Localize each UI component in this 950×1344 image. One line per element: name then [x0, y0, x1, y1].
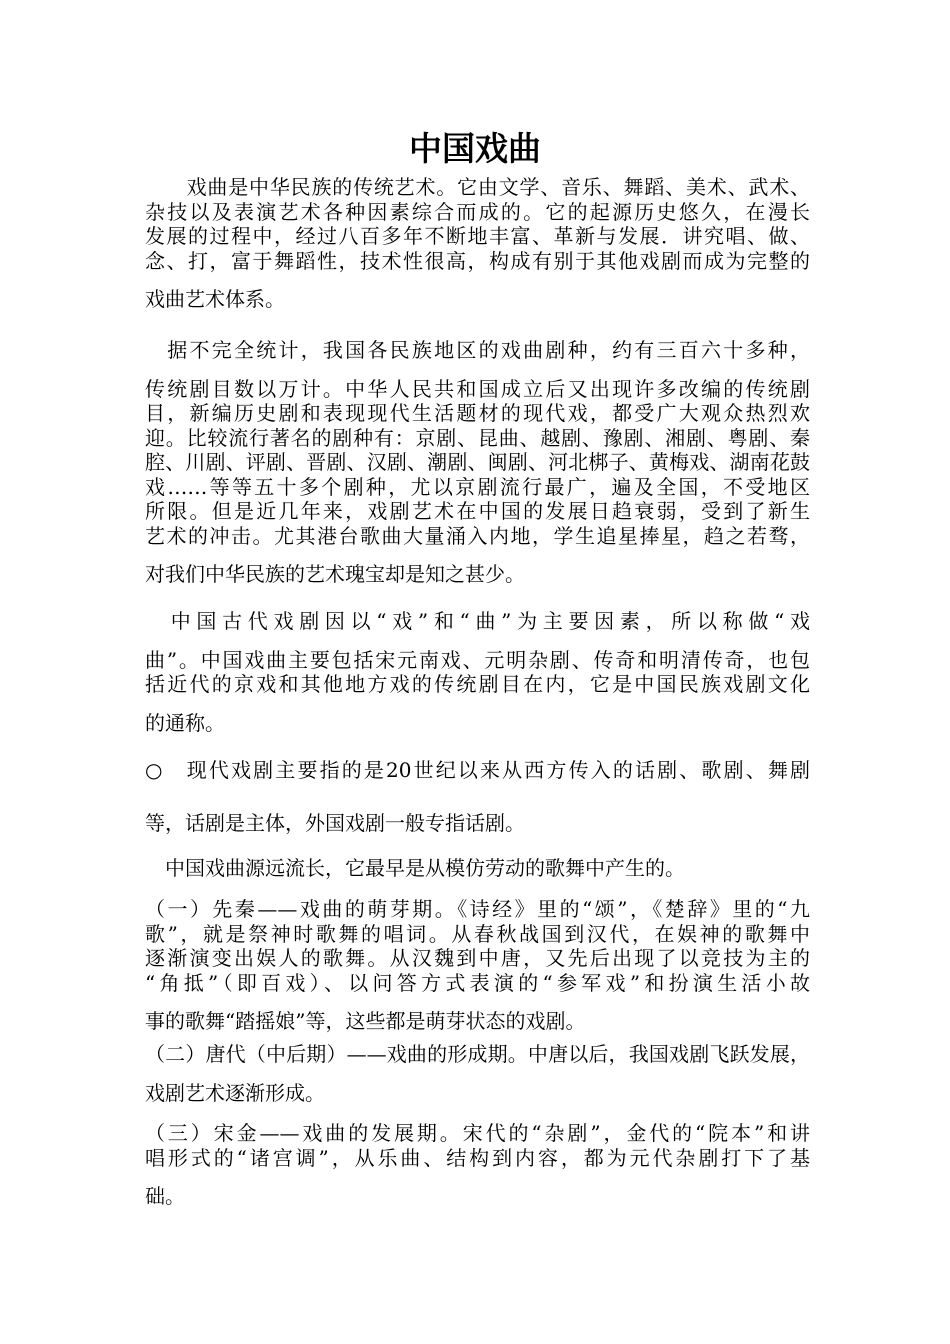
paragraph-intro [145, 175, 810, 312]
text-line: “角抵”（即百戏）、以问答方式表演的“参军戏”和扮演生活小故 [145, 970, 810, 995]
text-line: 歌”，就是祭神时歌舞的唱词。从春秋战国到汉代，在娱神的歌舞中 [145, 921, 810, 946]
paragraph-tang [145, 1042, 810, 1105]
text-line: 发展的过程中，经过八百多年不断地丰富、革新与发展．讲究唱、做、 [145, 224, 810, 248]
text-line: （三）宋金——戏曲的发展期。宋代的“杂剧”，金代的“院本”和讲 [145, 1121, 810, 1145]
paragraph-definition [145, 609, 810, 735]
text-line: 事的歌舞“踏摇娘”等，这些都是萌芽状态的戏剧。 [145, 1009, 586, 1033]
paragraph-statistics [145, 338, 810, 587]
text-line: 中国古代戏剧因以“戏”和“曲”为主要因素，所以称做“戏 [145, 609, 810, 633]
text-line: 据不完全统计，我国各民族地区的戏曲剧种，约有三百六十多种， [145, 338, 810, 362]
text-line: （一）先秦——戏曲的萌芽期。《诗经》里的“颂”，《楚辞》里的“九 [145, 897, 810, 921]
text-line: 所限。但是近几年来，戏剧艺术在中国的发展日趋衰弱，受到了新生 [145, 499, 810, 523]
text-line: 艺术的冲击。尤其港台歌曲大量涌入内地，学生追星捧星，趋之若骛， [145, 523, 810, 548]
text-line: 曲”。中国戏曲主要包括宋元南戏、元明杂剧、传奇和明清传奇，也包 [145, 647, 810, 672]
text-line: 腔、川剧、评剧、晋剧、汉剧、潮剧、闽剧、河北梆子、黄梅戏、湖南花鼓 [145, 450, 810, 474]
text-line: 戏曲是中华民族的传统艺术。它由文学、音乐、舞蹈、美术、武术、 [145, 175, 810, 199]
text-line: 念、打，富于舞蹈性，技术性很高，构成有别于其他戏剧而成为完整的 [145, 248, 810, 273]
text-line: 迎。比较流行著名的剧种有：京剧、昆曲、越剧、豫剧、湘剧、粤剧、秦 [145, 425, 810, 450]
paragraph-pre-qin [145, 897, 810, 1034]
paragraph-song-jin [145, 1121, 810, 1209]
paragraph-modern-drama [145, 758, 810, 835]
text-line: 杂技以及表演艺术各种因素综合而成的。它的起源历史悠久，在漫长 [145, 199, 810, 224]
document-title: 中国戏曲 [409, 129, 541, 168]
text-line: 目，新编历史剧和表现现代生活题材的现代戏，都受广大观众热烈欢 [145, 401, 810, 425]
text-line: 等，话剧是主体，外国戏剧一般专指话剧。 [145, 810, 525, 835]
text-line: 戏剧艺术逐渐形成。 [145, 1080, 325, 1105]
text-line: 传统剧目数以万计。中华人民共和国成立后又出现许多改编的传统剧 [145, 376, 810, 401]
text-line: 戏……等等五十多个剧种，尤以京剧流行最广，遍及全国，不受地区 [145, 474, 810, 499]
text-line: ○ 现代戏剧主要指的是20世纪以来从西方传入的话剧、歌剧、舞剧 [145, 758, 810, 782]
text-line: 戏曲艺术体系。 [145, 287, 285, 311]
text-line: 唱形式的“诸宫调”，从乐曲、结构到内容，都为元代杂剧打下了基 [145, 1145, 810, 1170]
text-line: 逐渐演变出娱人的歌舞。从汉魏到中唐，又先后出现了以竞技为主的 [145, 946, 810, 970]
text-line: 括近代的京戏和其他地方戏的传统剧目在内，它是中国民族戏剧文化 [145, 672, 810, 696]
text-line: 对我们中华民族的艺术瑰宝却是知之甚少。 [145, 562, 525, 586]
text-line: 的通称。 [145, 710, 225, 735]
paragraph-origin [145, 856, 810, 881]
text-line: 础。 [145, 1184, 185, 1208]
text-line: 中国戏曲源远流长，它最早是从模仿劳动的歌舞中产生的。 [145, 856, 685, 880]
text-line: （二）唐代（中后期）——戏曲的形成期。中唐以后，我国戏剧飞跃发展， [145, 1042, 810, 1066]
